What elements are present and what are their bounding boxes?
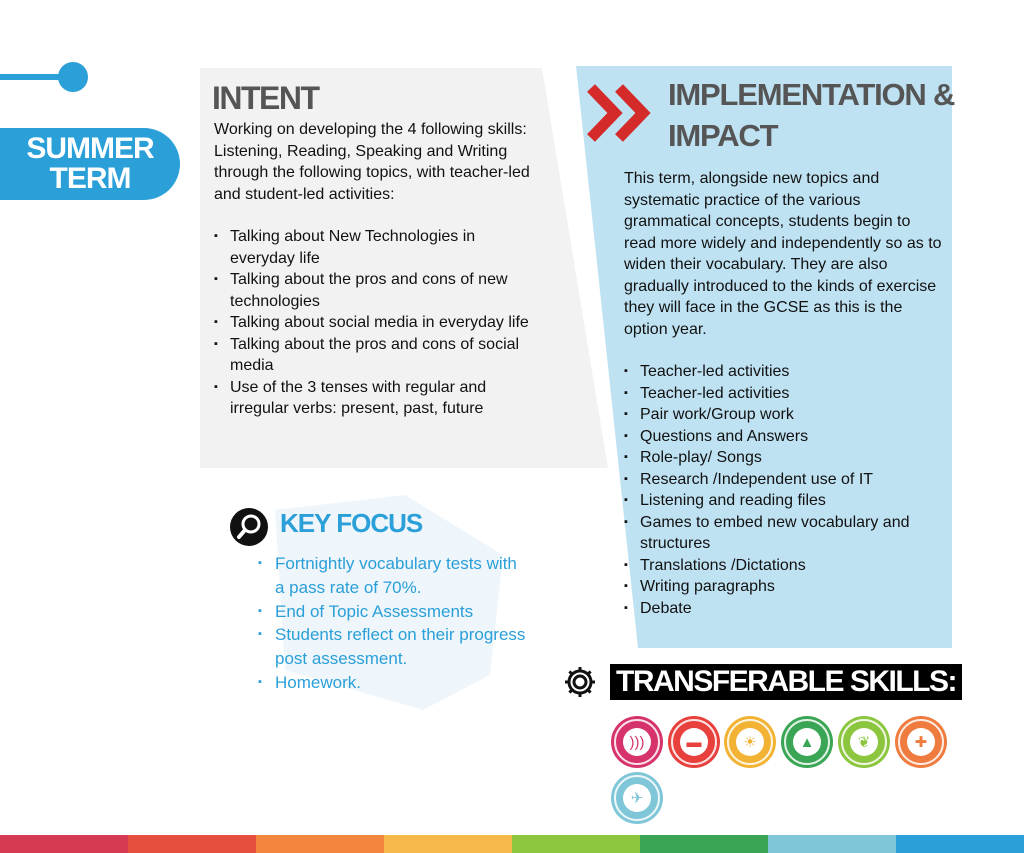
- strip-segment: [896, 835, 1024, 853]
- strip-segment: [128, 835, 256, 853]
- list-item: ▪ Talking about the pros and cons of social media: [214, 334, 544, 377]
- list-item: ▪ Writing paragraphs: [624, 576, 944, 598]
- intent-title: INTENT: [212, 80, 319, 116]
- list-item: ▪ Use of the 3 tenses with regular and irregular verbs: present, past, future: [214, 377, 544, 420]
- list-item: ▪ Fortnightly vocabulary tests with a pass rate of 70%.: [258, 552, 528, 600]
- key-focus-title: KEY FOCUS: [280, 508, 423, 538]
- list-item: ▪ Pair work/Group work: [624, 404, 944, 426]
- skill-badge-problem-solving: [895, 716, 947, 768]
- list-item: ▪ Teacher-led activities: [624, 383, 944, 405]
- skill-badge-staying-positive: [838, 716, 890, 768]
- strip-segment: [768, 835, 896, 853]
- list-item: ▪ Talking about New Technologies in everyday life: [214, 226, 544, 269]
- list-item: ▪ Talking about the pros and cons of new technologies: [214, 269, 544, 312]
- sprout-icon: ❦: [850, 728, 878, 756]
- skill-badge-speaking: [668, 716, 720, 768]
- intent-body: Working on developing the 4 following skills: Listening, Reading, Speaking and Writing through the following topics, with teacher-led and student-led activities:: [214, 121, 530, 203]
- puzzle-icon: ✚: [907, 728, 935, 756]
- strip-segment: [384, 835, 512, 853]
- list-item: ▪ Research /Independent use of IT: [624, 469, 944, 491]
- intent-topic-list: [214, 226, 544, 420]
- sound-waves-icon: ))): [623, 728, 651, 756]
- list-item: ▪ Debate: [624, 598, 944, 620]
- implementation-title-line-1: IMPLEMENTATION &: [668, 77, 955, 112]
- term-line-1: SUMMER: [26, 132, 154, 165]
- implementation-title-line-2: IMPACT: [668, 118, 778, 153]
- strip-segment: [0, 835, 128, 853]
- term-line-2: TERM: [49, 162, 131, 195]
- list-item: ▪ End of Topic Assessments: [258, 600, 528, 624]
- mountain-flag-icon: ▲: [793, 728, 821, 756]
- implementation-body: This term, alongside new topics and systematic practice of the various grammatical concepts, students begin to read more widely and independently so as to widen their vocabulary. They are also gradually introduced to the kinds of exercise they will face in the GCSE as this is the option year.: [624, 170, 942, 338]
- gear-icon: [562, 664, 598, 700]
- footer-color-strip: [0, 835, 1024, 853]
- skill-badge-aiming-high: [781, 716, 833, 768]
- implementation-activity-list: [624, 361, 944, 619]
- list-item: ▪ Students reflect on their progress post assessment.: [258, 623, 528, 671]
- strip-segment: [256, 835, 384, 853]
- lightbulb-icon: ☀: [736, 728, 764, 756]
- list-item: ▪ Listening and reading files: [624, 490, 944, 512]
- list-item: ▪ Role-play/ Songs: [624, 447, 944, 469]
- list-item: ▪ Translations /Dictations: [624, 555, 944, 577]
- list-item: ▪ Games to embed new vocabulary and structures: [624, 512, 944, 555]
- speech-bubble-icon: ▬: [680, 728, 708, 756]
- list-item: ▪ Questions and Answers: [624, 426, 944, 448]
- list-item: ▪ Teacher-led activities: [624, 361, 944, 383]
- term-badge: [0, 128, 180, 200]
- skill-badge-creativity: [724, 716, 776, 768]
- strip-segment: [640, 835, 768, 853]
- transferable-skills-label: TRANSFERABLE SKILLS:: [610, 664, 962, 700]
- skill-badge-listening: [611, 716, 663, 768]
- kite-icon: ✈: [623, 784, 651, 812]
- double-chevron-icon: [585, 82, 657, 144]
- key-focus-list: [258, 552, 528, 695]
- timeline-dot: [58, 62, 88, 92]
- strip-segment: [512, 835, 640, 853]
- skill-badge-leadership: [611, 772, 663, 824]
- list-item: ▪ Talking about social media in everyday life: [214, 312, 544, 334]
- implementation-title: [668, 74, 958, 156]
- list-item: ▪ Homework.: [258, 671, 528, 695]
- magnifier-icon: [230, 508, 268, 546]
